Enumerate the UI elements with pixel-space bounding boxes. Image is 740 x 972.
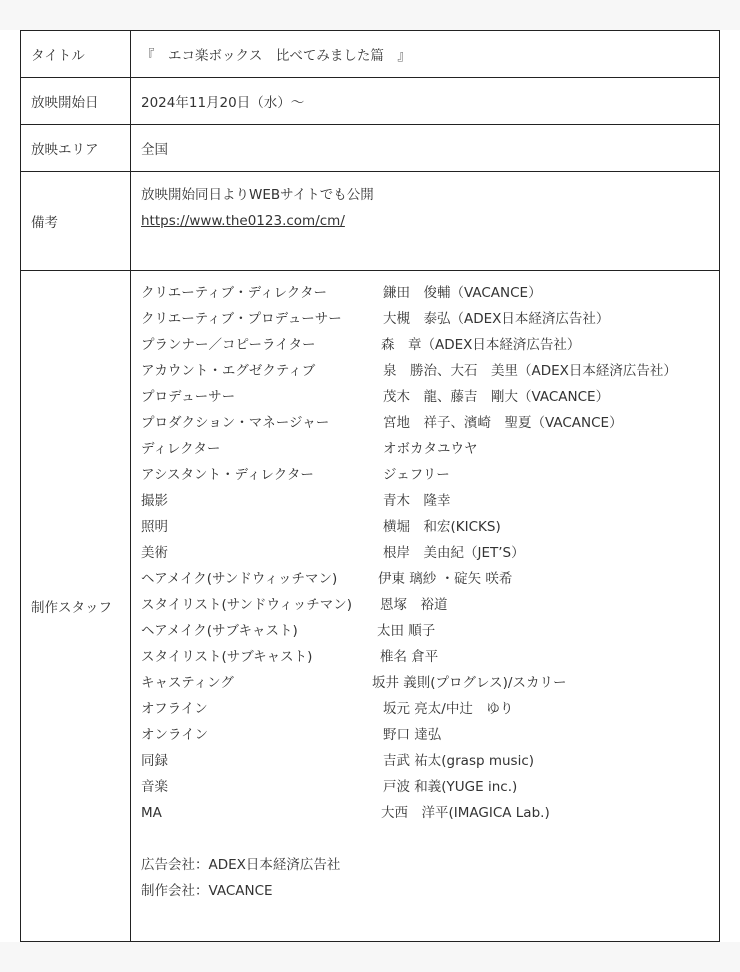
staff-name: 横堀 和宏(KICKS) — [383, 519, 501, 535]
staff-role: ヘアメイク(サンドウィッチマン) — [141, 571, 338, 587]
broadcast-date-value: 2024年11月20日（水）〜 — [131, 78, 720, 125]
staff-name: 恩塚 裕道 — [380, 597, 448, 613]
staff-role: オフライン — [141, 701, 208, 717]
staff-role: ディレクター — [141, 441, 221, 457]
staff-role: プロデューサー — [141, 389, 236, 405]
staff-role: キャスティング — [141, 675, 234, 691]
staff-name: 坂井 義則(プログレス)/スカリー — [372, 675, 567, 691]
broadcast-area-label: 放映エリア — [21, 125, 131, 172]
staff-role: MA — [141, 805, 162, 821]
staff-role: 同録 — [141, 753, 168, 769]
staff-cell — [131, 271, 720, 942]
staff-name: 大槻 泰弘（ADEX日本経済広告社） — [383, 311, 610, 327]
staff-role: 音楽 — [141, 779, 168, 795]
title-value: 『 エコ楽ボックス 比べてみました篇 』 — [131, 31, 720, 78]
staff-name: 茂木 龍、藤吉 剛大（VACANCE） — [383, 389, 610, 405]
staff-name: 青木 隆幸 — [383, 493, 451, 509]
staff-role: オンライン — [141, 727, 209, 743]
staff-list — [141, 271, 709, 941]
staff-role: 撮影 — [141, 493, 168, 509]
staff-name: 吉武 祐太(grasp music) — [383, 753, 535, 769]
notes-label: 備考 — [21, 172, 131, 271]
staff-name: 宮地 祥子、濱崎 聖夏（VACANCE） — [383, 415, 623, 431]
staff-name: 森 章（ADEX日本経済広告社） — [381, 337, 581, 353]
staff-role: ヘアメイク(サブキャスト) — [141, 623, 298, 639]
staff-role: 美術 — [141, 545, 168, 561]
staff-name: ジェフリー — [383, 467, 450, 483]
staff-role: アカウント・エグゼクティブ — [141, 363, 316, 379]
staff-role: クリエーティブ・ディレクター — [141, 285, 328, 301]
staff-name: 太田 順子 — [377, 623, 436, 639]
staff-role: クリエーティブ・プロデューサー — [141, 311, 342, 327]
broadcast-date-label: 放映開始日 — [21, 78, 131, 125]
notes-cell — [131, 172, 720, 271]
table-row — [21, 78, 720, 125]
staff-name: 椎名 倉平 — [380, 649, 439, 665]
staff-name: 野口 達弘 — [383, 727, 442, 743]
staff-name: 伊東 璃紗 ・碇矢 咲希 — [378, 571, 513, 587]
staff-role: スタイリスト(サンドウィッチマン) — [141, 597, 353, 613]
staff-name: 戸波 和義(YUGE inc.) — [383, 779, 518, 795]
staff-name: 大西 洋平(IMAGICA Lab.) — [381, 805, 550, 821]
production-company: 制作会社：VACANCE — [141, 883, 273, 899]
ad-agency: 広告会社：ADEX日本経済広告社 — [141, 857, 341, 873]
notes-text: 放映開始同日よりWEBサイトでも公開 — [141, 187, 374, 203]
title-label: タイトル — [21, 31, 131, 78]
staff-role: アシスタント・ディレクター — [141, 467, 314, 483]
broadcast-area-value: 全国 — [131, 125, 720, 172]
table-row — [21, 125, 720, 172]
table-row — [21, 271, 720, 942]
cm-website-link[interactable]: https://www.the0123.com/cm/ — [141, 213, 345, 229]
staff-role: 照明 — [141, 519, 168, 535]
table-row — [21, 31, 720, 78]
staff-name: 坂元 亮太/中辻 ゆり — [383, 701, 514, 717]
staff-name: 泉 勝治、大石 美里（ADEX日本経済広告社） — [383, 363, 677, 379]
cm-info-table — [20, 30, 720, 942]
staff-label: 制作スタッフ — [21, 271, 131, 942]
staff-role: プロダクション・マネージャー — [141, 415, 330, 431]
staff-role: スタイリスト(サブキャスト) — [141, 649, 313, 665]
staff-name: 鎌田 俊輔（VACANCE） — [383, 285, 542, 301]
table-row — [21, 172, 720, 271]
page-sheet — [0, 30, 740, 942]
staff-name: オボカタユウヤ — [383, 441, 478, 457]
staff-name: 根岸 美由紀（JET’S） — [383, 545, 525, 561]
staff-role: プランナー／コピーライター — [141, 337, 316, 353]
